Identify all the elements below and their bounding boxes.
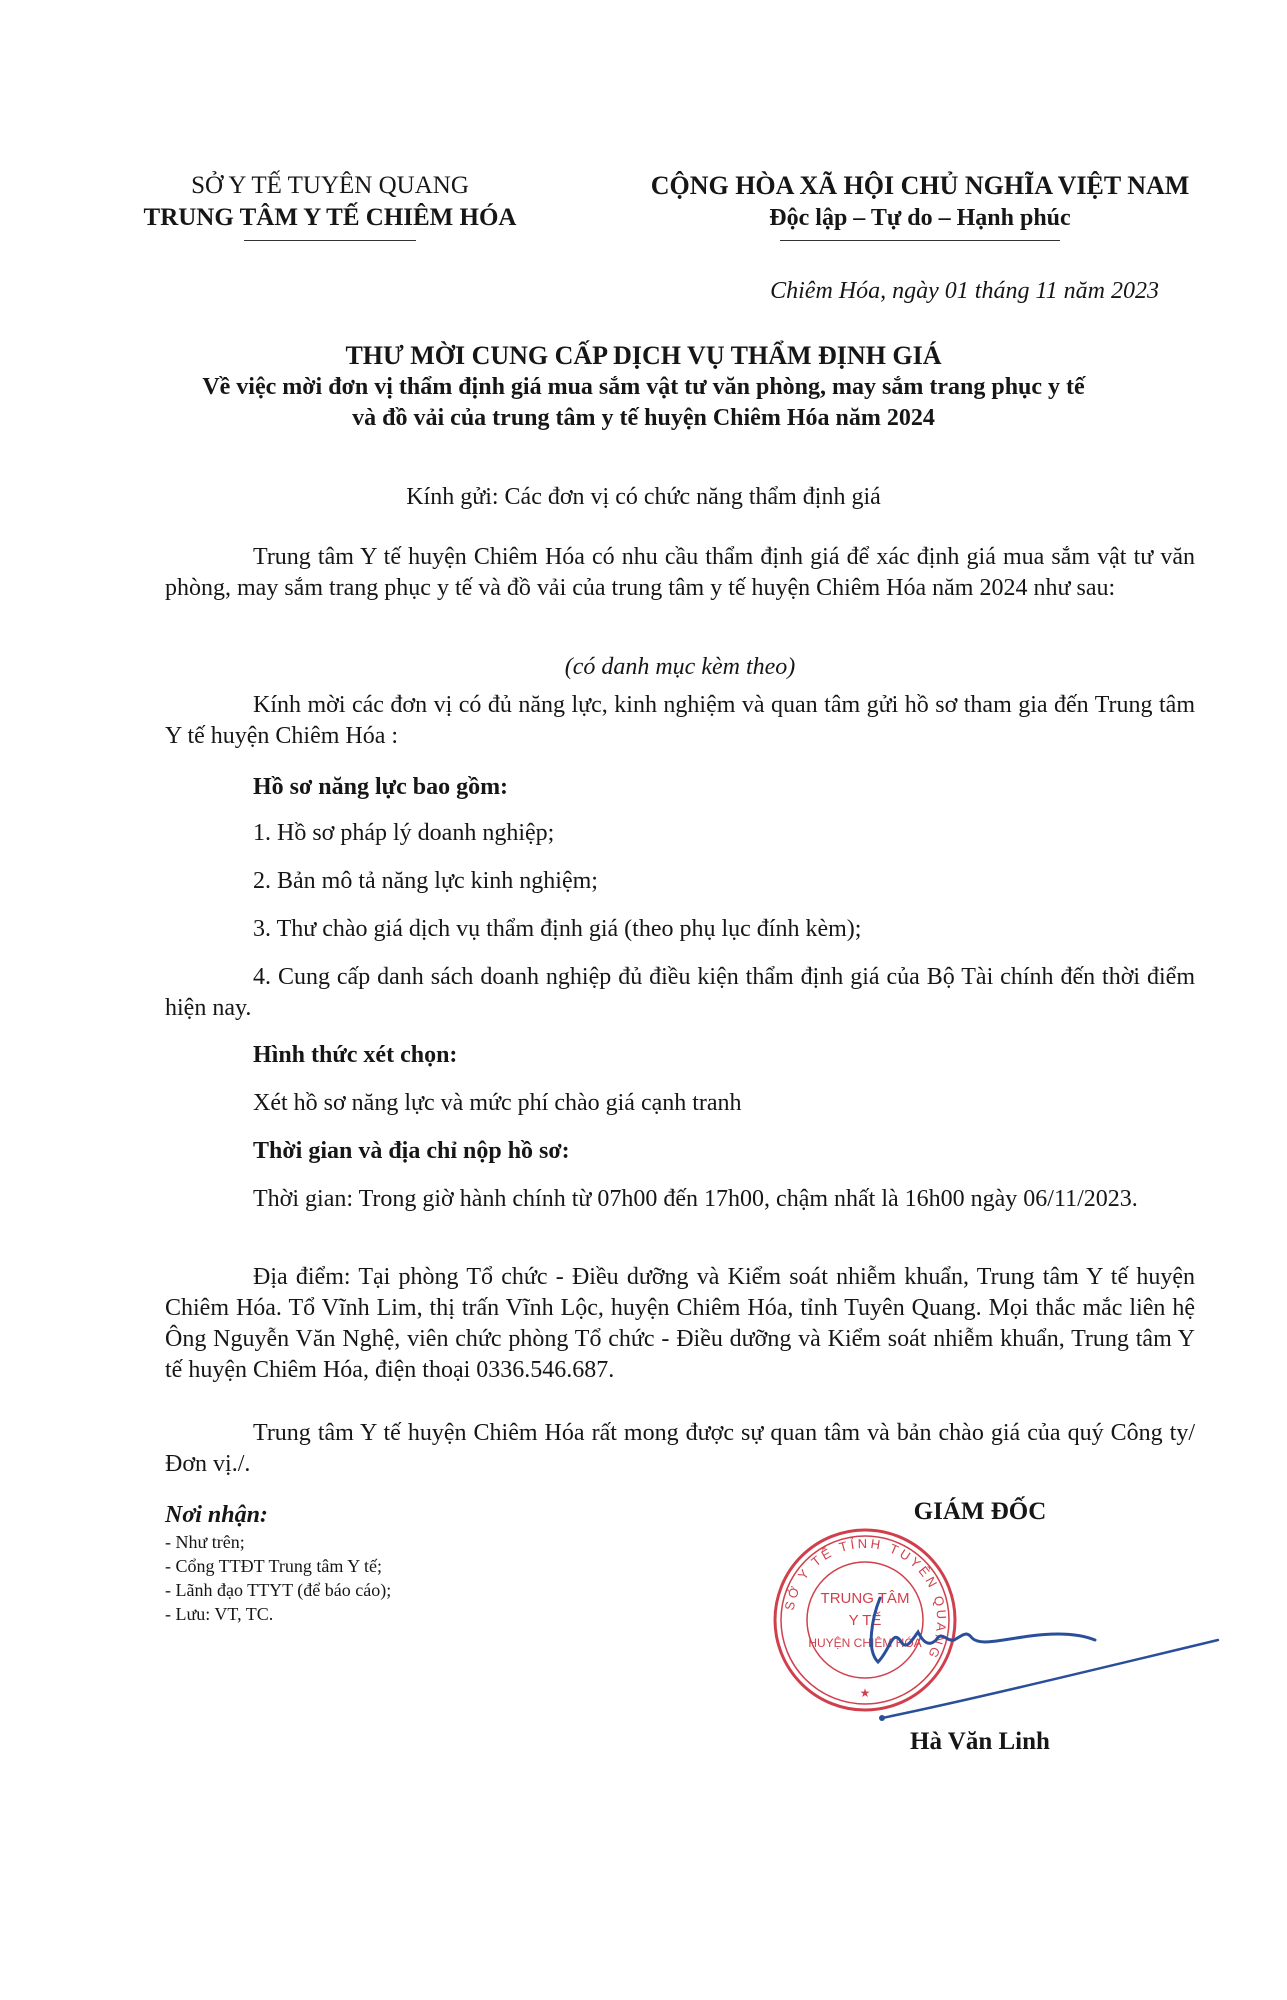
stamp-star-icon: ★ [859, 1686, 871, 1700]
selection-text: Xét hồ sơ năng lực và mức phí chào giá cạnh tranh [253, 1090, 742, 1116]
handwritten-signature-icon [740, 1490, 1220, 1750]
issuing-agency-header [130, 170, 530, 241]
profile-item-4: 4. Cung cấp danh sách doanh nghiệp đủ điều kiện thẩm định giá của Bộ Tài chính đến thời điểm hiện nay. [165, 964, 1195, 1021]
recipients-block [165, 1500, 625, 1626]
recipient-item: - Lãnh đạo TTYT (để báo cáo); [165, 1580, 392, 1600]
recipient-item: - Cổng TTĐT Trung tâm Y tế; [165, 1556, 383, 1576]
document-title: THƯ MỜI CUNG CẤP DỊCH VỤ THẨM ĐỊNH GIÁ [345, 341, 942, 370]
signature-dot [879, 1715, 885, 1721]
closing-wrap [165, 1418, 1195, 1480]
profile-heading: Hồ sơ năng lực bao gồm: [253, 774, 509, 800]
greeting: Kính gửi: Các đơn vị có chức năng thẩm định giá [406, 484, 881, 510]
closing-paragraph: Trung tâm Y tế huyện Chiêm Hóa rất mong được sự quan tâm và bản chào giá của quý Công ty/Đơn vị./. [165, 1420, 1195, 1477]
document-subtitle-line1: Về việc mời đơn vị thẩm định giá mua sắm vật tư văn phòng, may sắm trang phục y tế [202, 374, 1085, 400]
stamp-center-line3: HUYỆN CHIÊM HÓA [808, 1636, 922, 1650]
invitation-paragraph: Kính mời các đơn vị có đủ năng lực, kinh nghiệm và quan tâm gửi hồ sơ tham gia đến Trung tâm Y tế huyện Chiêm Hóa : [165, 692, 1195, 749]
signer-name: Hà Văn Linh [910, 1728, 1050, 1755]
attachment-note: (có danh mục kèm theo) [564, 654, 796, 680]
time-text: Thời gian: Trong giờ hành chính từ 07h00 đến 17h00, chậm nhất là 16h00 ngày 06/11/2023. [253, 1186, 1138, 1212]
profile-item-3: 3. Thư chào giá dịch vụ thẩm định giá (theo phụ lục đính kèm); [253, 916, 862, 942]
intro-paragraph: Trung tâm Y tế huyện Chiêm Hóa có nhu cầu thẩm định giá để xác định giá mua sắm vật tư văn phòng, may sắm trang phục y tế và đồ vải của trung tâm y tế huyện Chiêm Hóa năm 2024 như sau: [165, 544, 1195, 601]
national-title: CỘNG HÒA XÃ HỘI CHỦ NGHĨA VIỆT NAM [650, 171, 1190, 200]
submission-heading: Thời gian và địa chỉ nộp hồ sơ: [253, 1138, 570, 1164]
header-left-underline [244, 240, 416, 241]
national-motto: Độc lập – Tự do – Hạnh phúc [769, 205, 1071, 231]
time-text-wrap [165, 1184, 1195, 1215]
signature-block [740, 1490, 1220, 1820]
profile-item-1: 1. Hồ sơ pháp lý doanh nghiệp; [253, 820, 555, 846]
stamp-ring-text: SỞ Y TẾ TỈNH TUYÊN QUANG [781, 1535, 950, 1663]
recipient-item: - Lưu: VT, TC. [165, 1604, 274, 1624]
location-text-wrap [165, 1262, 1195, 1386]
location-text: Địa điểm: Tại phòng Tổ chức - Điều dưỡng và Kiểm soát nhiễm khuẩn, Trung tâm Y tế huyện Chiêm Hóa. Tổ Vĩnh Lim, thị trấn Vĩnh Lộc, huyện Chiêm Hóa, tỉnh Tuyên Quang. Mọi thắc mắc liên hệ Ông Nguyễn Văn Nghệ, viên chức phòng Tổ chức - Điều dưỡng và Kiểm soát nhiễm khuẩn, Trung tâm Y tế huyện Chiêm Hóa, điện thoại 0336.546.687. [165, 1264, 1195, 1383]
signature-underline-stroke [882, 1640, 1218, 1718]
selection-heading: Hình thức xét chọn: [253, 1042, 458, 1068]
date-line: Chiêm Hóa, ngày 01 tháng 11 năm 2023 [770, 278, 1159, 304]
national-motto-header [620, 170, 1220, 241]
signature-stroke [871, 1598, 1095, 1662]
profile-item-4-wrap [165, 962, 1195, 1024]
signer-title: GIÁM ĐỐC [913, 1498, 1047, 1525]
invitation-paragraph-wrap [165, 690, 1195, 752]
issuing-agency: TRUNG TÂM Y TẾ CHIÊM HÓA [143, 204, 517, 231]
recipients-title: Nơi nhận: [165, 1502, 268, 1528]
document-title-block [100, 340, 1187, 434]
stamp-center-line1: TRUNG TÂM [820, 1590, 910, 1607]
parent-agency: SỞ Y TẾ TUYÊN QUANG [191, 172, 469, 199]
stamp-center-line2: Y TẾ [848, 1612, 882, 1629]
header-right-underline [780, 240, 1060, 241]
document-subtitle-line2: và đồ vải của trung tâm y tế huyện Chiêm Hóa năm 2024 [352, 405, 935, 431]
recipient-item: - Như trên; [165, 1532, 245, 1552]
body-intro [165, 542, 1195, 604]
profile-item-2: 2. Bản mô tả năng lực kinh nghiệm; [253, 868, 598, 894]
